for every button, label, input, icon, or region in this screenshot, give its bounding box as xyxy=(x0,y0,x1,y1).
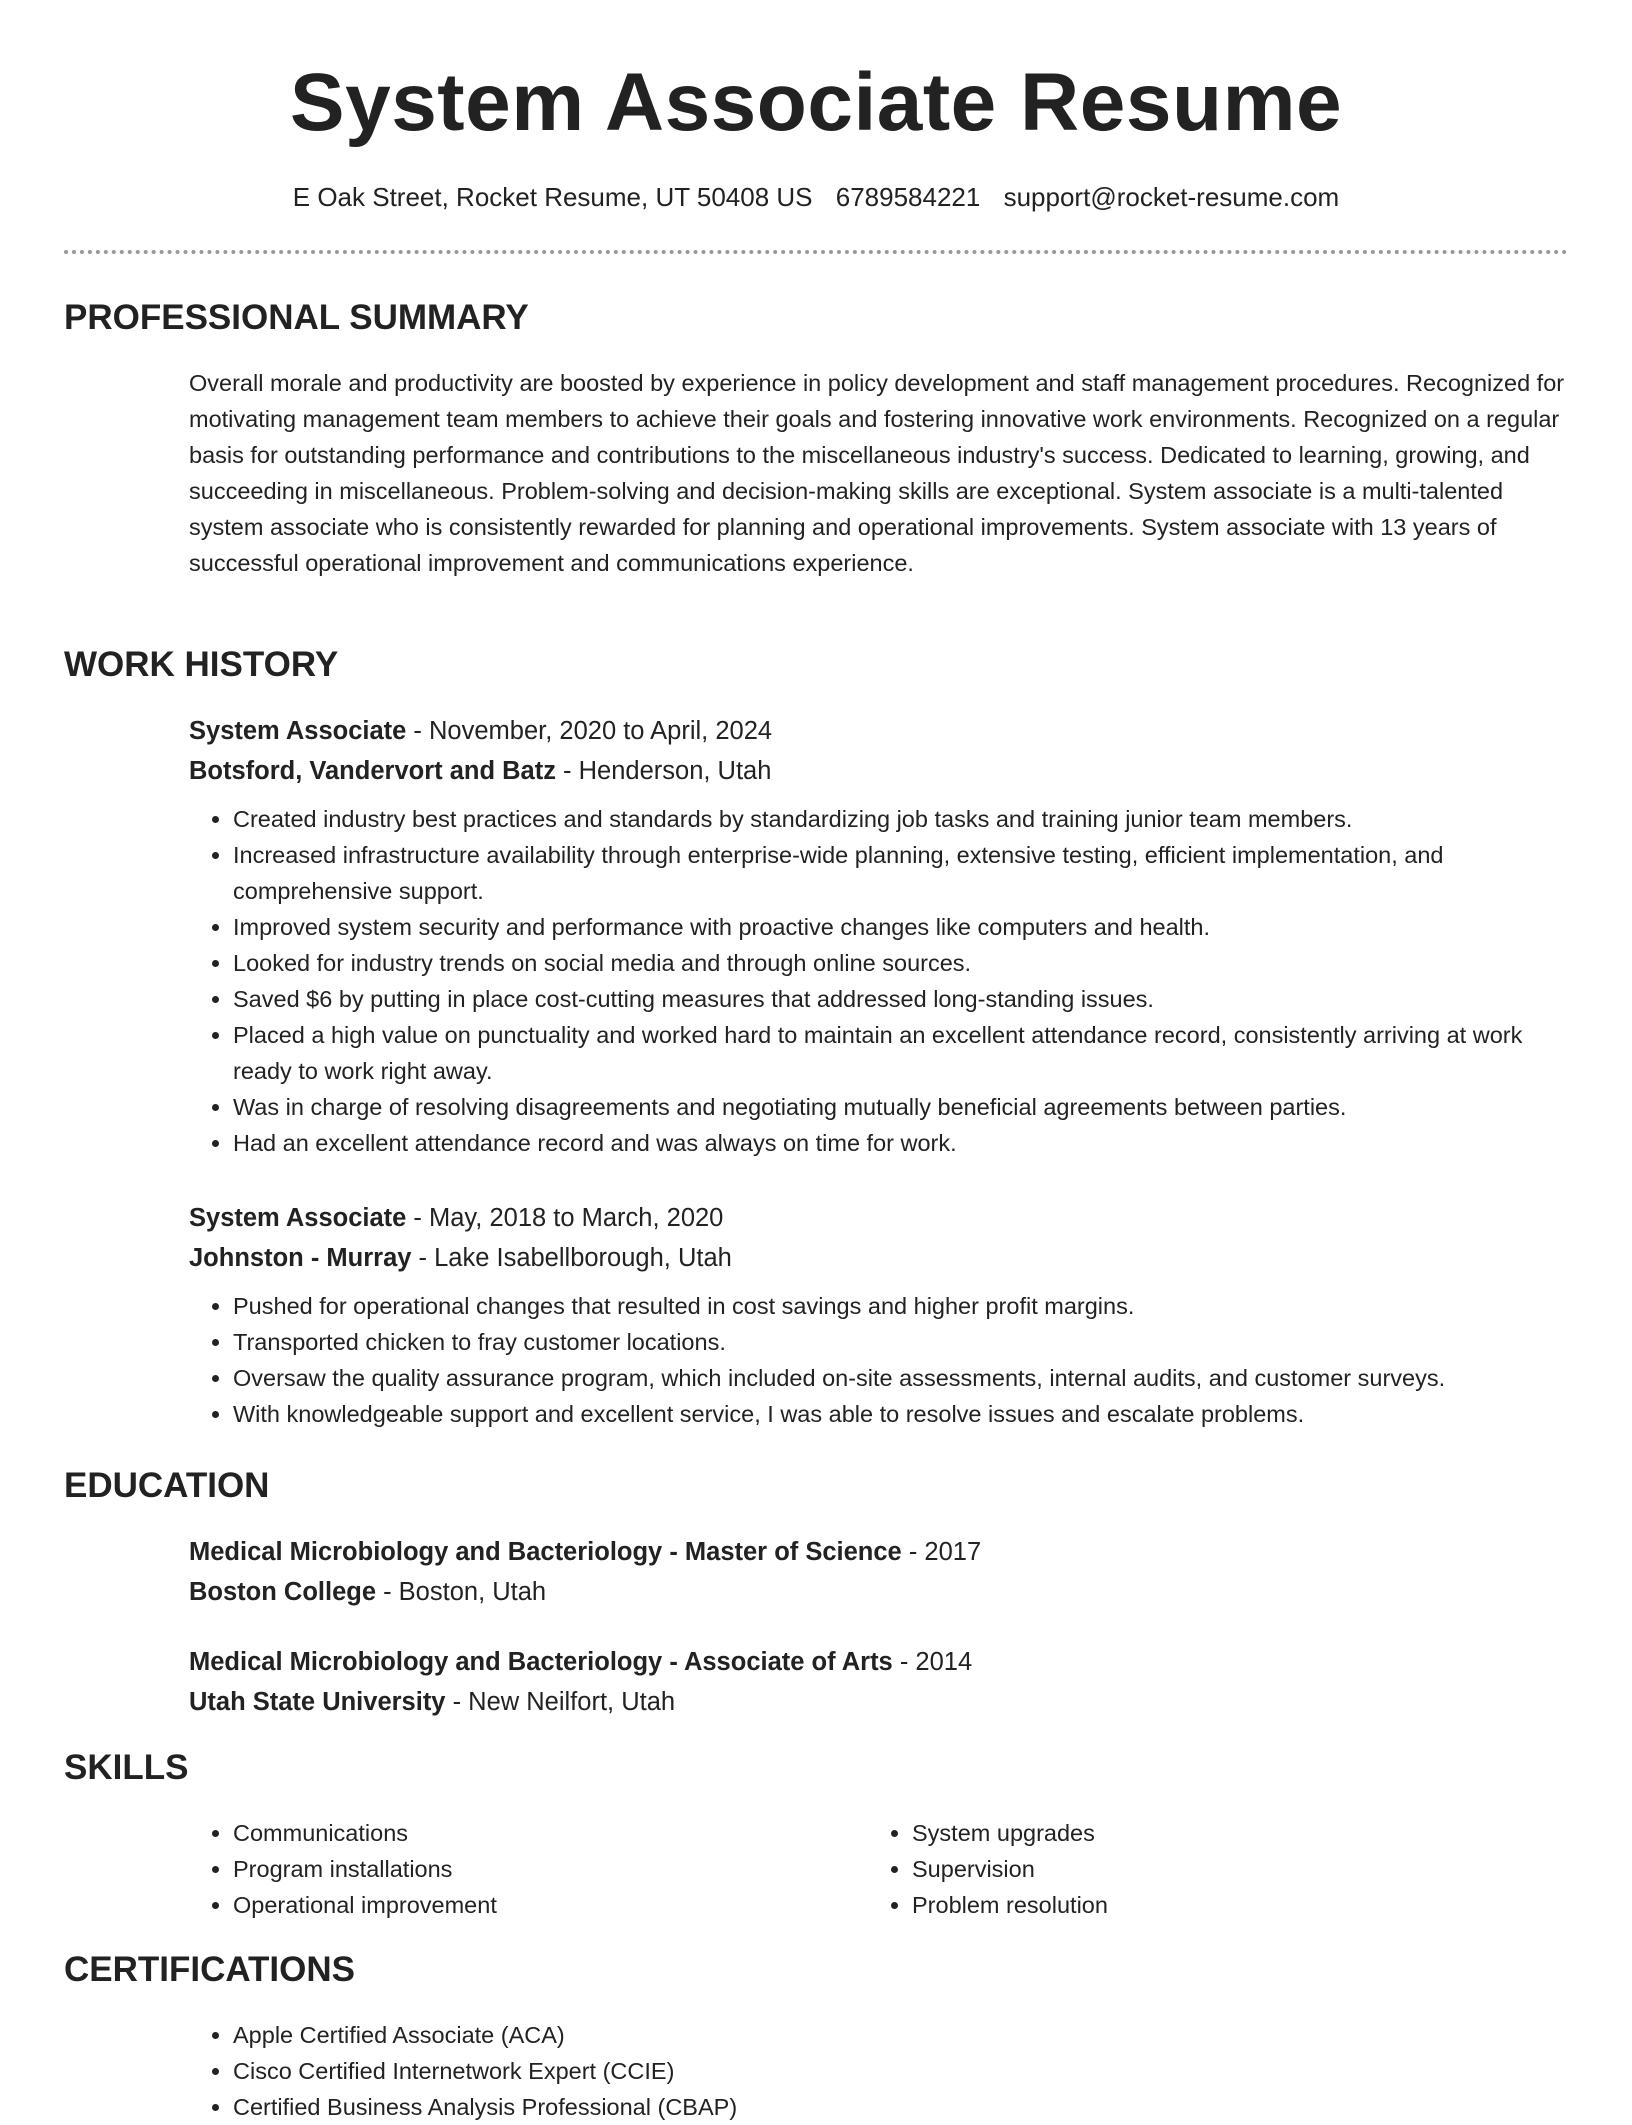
certification-item: • Apple Certified Associate (ACA) xyxy=(233,2017,1189,2053)
skills-list xyxy=(868,1815,1548,1923)
job-dates: - November, 2020 to April, 2024 xyxy=(406,717,773,745)
skill-item: • System upgrades xyxy=(912,1815,1548,1851)
job-bullet: • Was in charge of resolving disagreements and negotiating mutually beneficial agreements between parties. xyxy=(233,1089,1568,1125)
job-bullet: • With knowledgeable support and excellent service, I was able to resolve issues and escalate problems. xyxy=(233,1396,1568,1432)
skills-column-right xyxy=(868,1815,1548,1923)
skill-item: • Program installations xyxy=(233,1851,849,1887)
certifications-list xyxy=(189,2017,1189,2125)
skill-item: • Problem resolution xyxy=(912,1887,1548,1923)
job-bullet: • Saved $6 by putting in place cost-cutting measures that addressed long-standing issues. xyxy=(233,981,1568,1017)
job-bullet: • Looked for industry trends on social media and through online sources. xyxy=(233,945,1568,981)
education-degree: Medical Microbiology and Bacteriology - Associate of Arts xyxy=(189,1648,893,1676)
job-bullet: • Oversaw the quality assurance program, which included on-site assessments, internal audits, and customer surveys. xyxy=(233,1360,1568,1396)
education-year: - 2014 xyxy=(892,1648,973,1676)
job-bullet: • Increased infrastructure availability through enterprise-wide planning, extensive testing, efficient implementation, and comprehensive support. xyxy=(233,837,1568,909)
job-dates: - May, 2018 to March, 2020 xyxy=(406,1204,724,1232)
education-entry xyxy=(189,1642,1568,1722)
education-year: - 2017 xyxy=(901,1538,982,1566)
job-entry xyxy=(189,1198,1568,1432)
job-bullet: • Improved system security and performance with proactive changes like computers and health. xyxy=(233,909,1568,945)
skills-list xyxy=(189,1815,849,1923)
work-history-heading: WORK HISTORY xyxy=(64,645,339,684)
certification-item: • Cisco Certified Internetwork Expert (CCIE) xyxy=(233,2053,1189,2089)
education-school: Utah State University xyxy=(189,1688,446,1716)
education-school-line xyxy=(189,1572,1568,1612)
summary-heading: PROFESSIONAL SUMMARY xyxy=(64,298,529,337)
education-location: - Boston, Utah xyxy=(376,1578,547,1606)
education-location: - New Neilfort, Utah xyxy=(445,1688,676,1716)
job-bullet: • Created industry best practices and standards by standardizing job tasks and training junior team members. xyxy=(233,801,1568,837)
certifications-block xyxy=(189,2017,1189,2125)
education-entry xyxy=(189,1532,1568,1612)
job-bullet: • Transported chicken to fray customer locations. xyxy=(233,1324,1568,1360)
job-bullet: • Had an excellent attendance record and was always on time for work. xyxy=(233,1125,1568,1161)
summary-text: Overall morale and productivity are boosted by experience in policy development and staff management procedures. Recognized for motivating management team members to achieve their goals and fostering innovative work environments. Recognized on a regular basis for outstanding performance and contributions to the miscellaneous industry's success. Dedicated to learning, growing, and succeeding in miscellaneous. Problem-solving and decision-making skills are exceptional. System associate is a multi-talented system associate who is consistently rewarded for planning and operational improvements. System associate with 13 years of successful operational improvement and communications experience. xyxy=(189,370,1565,576)
contact-address: E Oak Street, Rocket Resume, UT 50408 US xyxy=(292,182,813,212)
education-heading: EDUCATION xyxy=(64,1466,270,1505)
job-entry xyxy=(189,711,1568,1161)
job-bullets xyxy=(189,1288,1568,1432)
contact-info xyxy=(0,182,1632,213)
job-company: Johnston - Murray xyxy=(189,1244,412,1272)
education-degree-line xyxy=(189,1532,1568,1572)
job-location: - Henderson, Utah xyxy=(555,757,772,785)
education-degree: Medical Microbiology and Bacteriology - Master of Science xyxy=(189,1538,902,1566)
header-divider xyxy=(64,250,1568,254)
job-title: System Associate xyxy=(189,1204,407,1232)
job-company: Botsford, Vandervort and Batz xyxy=(189,757,556,785)
job-title-line xyxy=(189,711,1568,751)
job-bullets xyxy=(189,801,1568,1161)
certifications-heading: CERTIFICATIONS xyxy=(64,1950,356,1989)
job-bullet: • Placed a high value on punctuality and worked hard to maintain an excellent attendance record, consistently arriving at work ready to work right away. xyxy=(233,1017,1568,1089)
job-location: - Lake Isabellborough, Utah xyxy=(411,1244,732,1272)
resume-title: System Associate Resume xyxy=(289,57,1343,148)
job-title: System Associate xyxy=(189,717,407,745)
job-title-line xyxy=(189,1198,1568,1238)
job-bullet: • Pushed for operational changes that resulted in cost savings and higher profit margins. xyxy=(233,1288,1568,1324)
contact-email: support@rocket-resume.com xyxy=(1003,182,1340,212)
skill-item: • Supervision xyxy=(912,1851,1548,1887)
job-company-line xyxy=(189,751,1568,791)
education-school: Boston College xyxy=(189,1578,377,1606)
skill-item: • Operational improvement xyxy=(233,1887,849,1923)
skills-heading: SKILLS xyxy=(64,1748,189,1787)
skill-item: • Communications xyxy=(233,1815,849,1851)
skills-column-left xyxy=(189,1815,849,1923)
certification-item: • Certified Business Analysis Professional (CBAP) xyxy=(233,2089,1189,2125)
education-school-line xyxy=(189,1682,1568,1722)
contact-phone: 6789584221 xyxy=(835,182,981,212)
education-degree-line xyxy=(189,1642,1568,1682)
job-company-line xyxy=(189,1238,1568,1278)
